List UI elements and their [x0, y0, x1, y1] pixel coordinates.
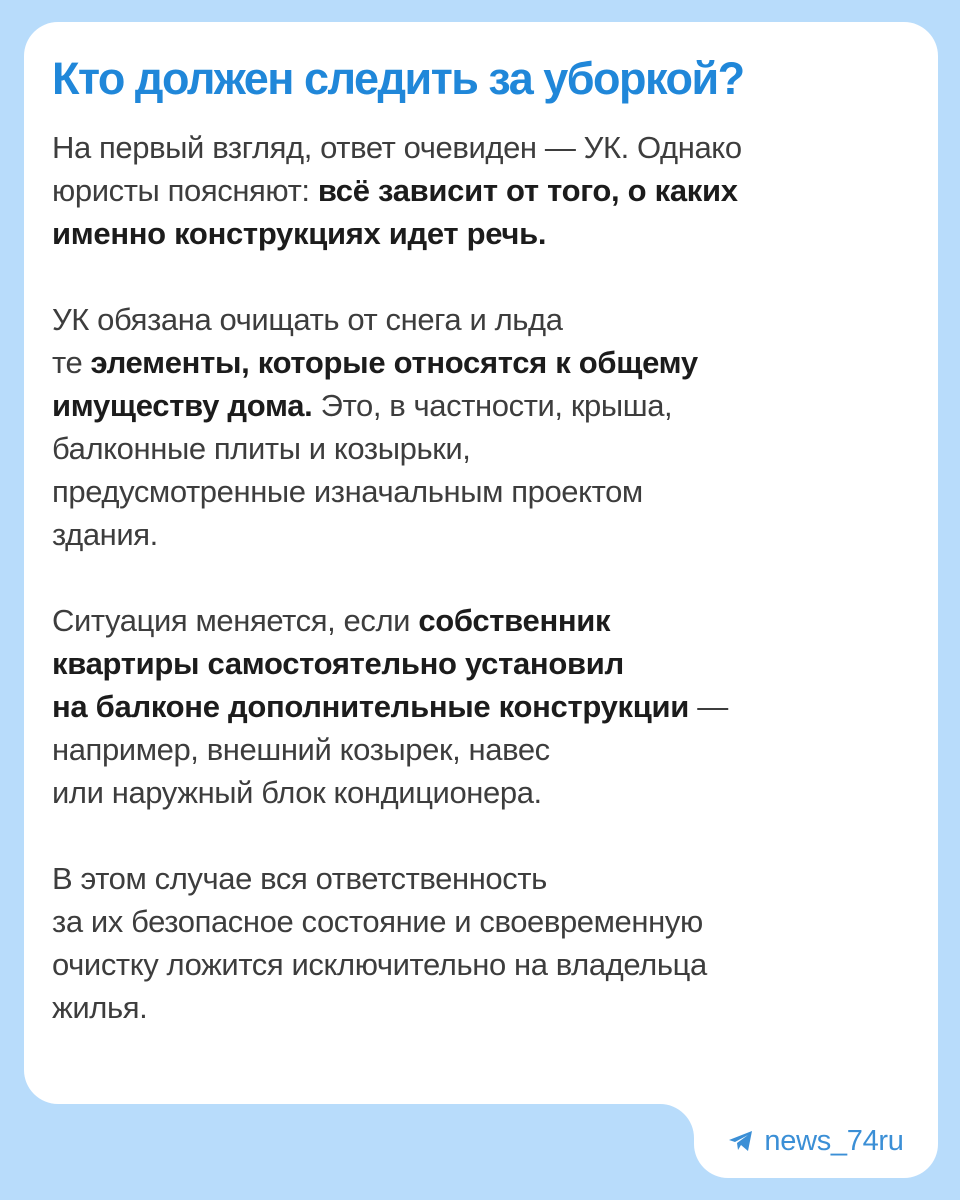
text: предусмотренные изначальным проектом	[52, 474, 643, 509]
text-line	[52, 427, 908, 470]
article-title: Кто должен следить за уборкой?	[52, 53, 744, 104]
text: например, внешний козырек, навес	[52, 732, 550, 767]
text: юристы поясняют:	[52, 173, 318, 208]
text-line	[52, 126, 908, 169]
article-card	[24, 22, 938, 1104]
bold-text: элементы, которые относятся к общему	[90, 345, 698, 380]
text: жилья.	[52, 990, 148, 1025]
text: Ситуация меняется, если	[52, 603, 419, 638]
text: или наружный блок кондиционера.	[52, 775, 542, 810]
bold-text: имуществу дома.	[52, 388, 313, 423]
text: —	[689, 689, 728, 724]
paragraph	[52, 126, 908, 255]
text-line	[52, 341, 908, 384]
text-line	[52, 470, 908, 513]
telegram-icon	[728, 1130, 754, 1152]
text-line	[52, 642, 908, 685]
bold-text: собственник	[418, 603, 611, 638]
text-line	[52, 943, 908, 986]
text: балконные плиты и козырьки,	[52, 431, 471, 466]
text-line	[52, 599, 908, 642]
brand-label: news_74ru	[764, 1124, 904, 1157]
text: УК обязана очищать от снега и льда	[52, 302, 563, 337]
text-line	[52, 298, 908, 341]
paragraph	[52, 857, 908, 1029]
bold-text: всё зависит от того, о каких	[317, 173, 738, 208]
text-line	[52, 384, 908, 427]
text-line	[52, 685, 908, 728]
text: Это, в частности, крыша,	[312, 388, 673, 423]
text-line	[52, 857, 908, 900]
text-line	[52, 986, 908, 1029]
text: за их безопасное состояние и своевременную	[52, 904, 703, 939]
text-line	[52, 212, 908, 255]
bold-text: именно конструкциях идет речь.	[52, 216, 547, 251]
text-line	[52, 900, 908, 943]
text: В этом случае вся ответственность	[52, 861, 547, 896]
text: здания.	[52, 517, 158, 552]
article-body	[52, 126, 908, 1029]
paragraph	[52, 599, 908, 814]
paragraph	[52, 298, 908, 556]
text-line	[52, 728, 908, 771]
bold-text: на балконе дополнительные конструкции	[52, 689, 690, 724]
text-line	[52, 513, 908, 556]
text: те	[52, 345, 91, 380]
brand-tab-corner	[660, 1104, 694, 1138]
text-line	[52, 169, 908, 212]
bold-text: квартиры самостоятельно установил	[52, 646, 624, 681]
text: На первый взгляд, ответ очевиден — УК. Однако	[52, 130, 742, 165]
brand-link[interactable]	[694, 1104, 938, 1178]
text: очистку ложится исключительно на владельца	[52, 947, 707, 982]
text-line	[52, 771, 908, 814]
